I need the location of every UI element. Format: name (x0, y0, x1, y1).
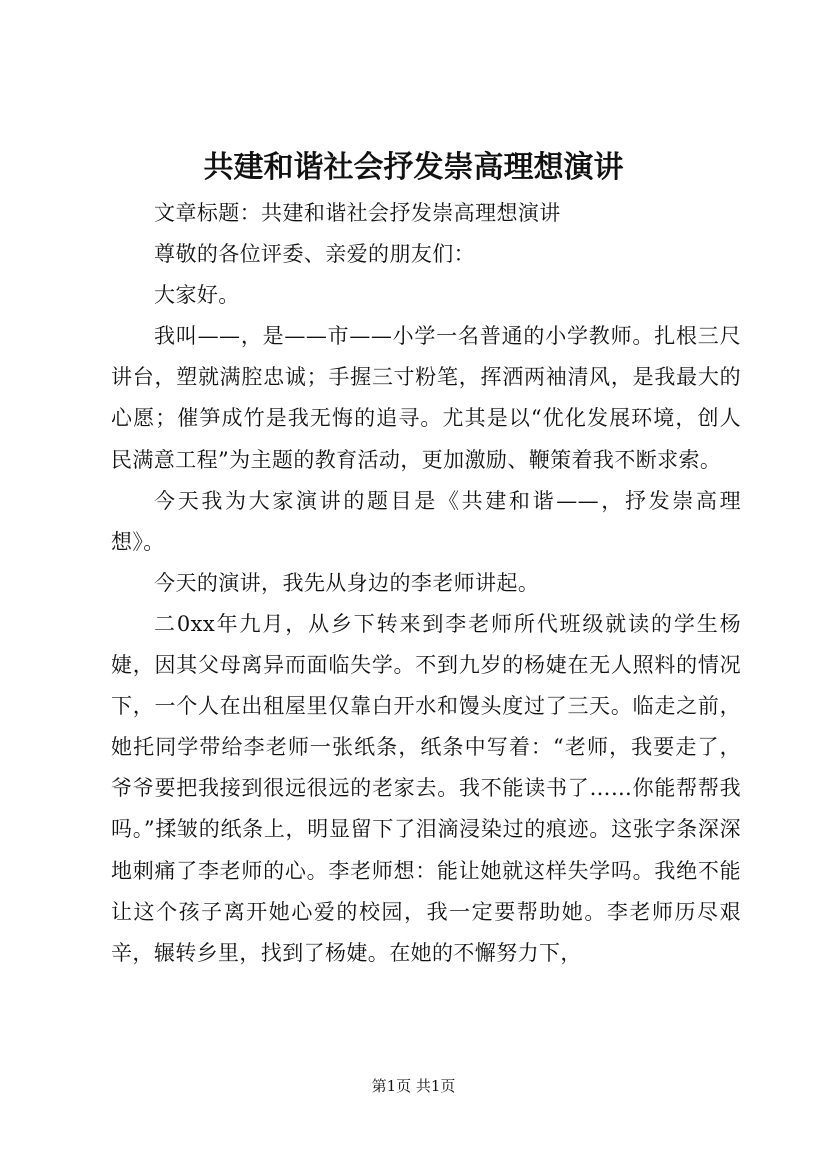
paragraph-salutation: 尊敬的各位评委、亲爱的朋友们： (154, 242, 476, 267)
paragraph-story: 二0xx年九月，从乡下转来到李老师所代班级就读的学生杨婕，因其父母离异而面临失学。不到九岁的杨婕在无人照料的情况下，一个人在出租屋里仅靠白开水和馒头度过了三天。临走之前，她托同学带给李老师一张纸条，纸条中写着：“老师，我要走了，爷爷要把我接到很远很远的老家去。我不能读书了……你能帮帮我吗。”揉皱的纸条上，明显留下了泪滴浸染过的痕迹。这张字条深深地刺痛了李老师的心。李老师想：能让她就这样失学吗。我绝不能让这个孩子离开她心爱的校园，我一定要帮助她。李老师历尽艰辛，辗转乡里，找到了杨婕。在她的不懈努力下， (111, 611, 741, 965)
page-footer: 第1页 共1页 (371, 1077, 456, 1095)
paragraph-article-title: 文章标题：共建和谐社会抒发崇高理想演讲 (154, 201, 561, 225)
document-title: 共建和谐社会抒发崇高理想演讲 (203, 150, 624, 185)
paragraph-speech-topic: 今天我为大家演讲的题目是《共建和谐——，抒发崇高理想》。 (111, 488, 741, 554)
paragraph-greeting: 大家好。 (154, 283, 240, 308)
document-body (111, 193, 741, 974)
paragraph-introduction: 我叫——，是——市——小学一名普通的小学教师。扎根三尺讲台，塑就满腔忠诚；手握三寸粉笔，挥洒两袖清风，是我最大的心愿；催笋成竹是我无悔的追寻。尤其是以“优化发展环境，创人民满意工程”为主题的教育活动，更加激励、鞭策着我不断求索。 (111, 324, 741, 472)
paragraph-story-intro: 今天的演讲，我先从身边的李老师讲起。 (154, 570, 540, 595)
